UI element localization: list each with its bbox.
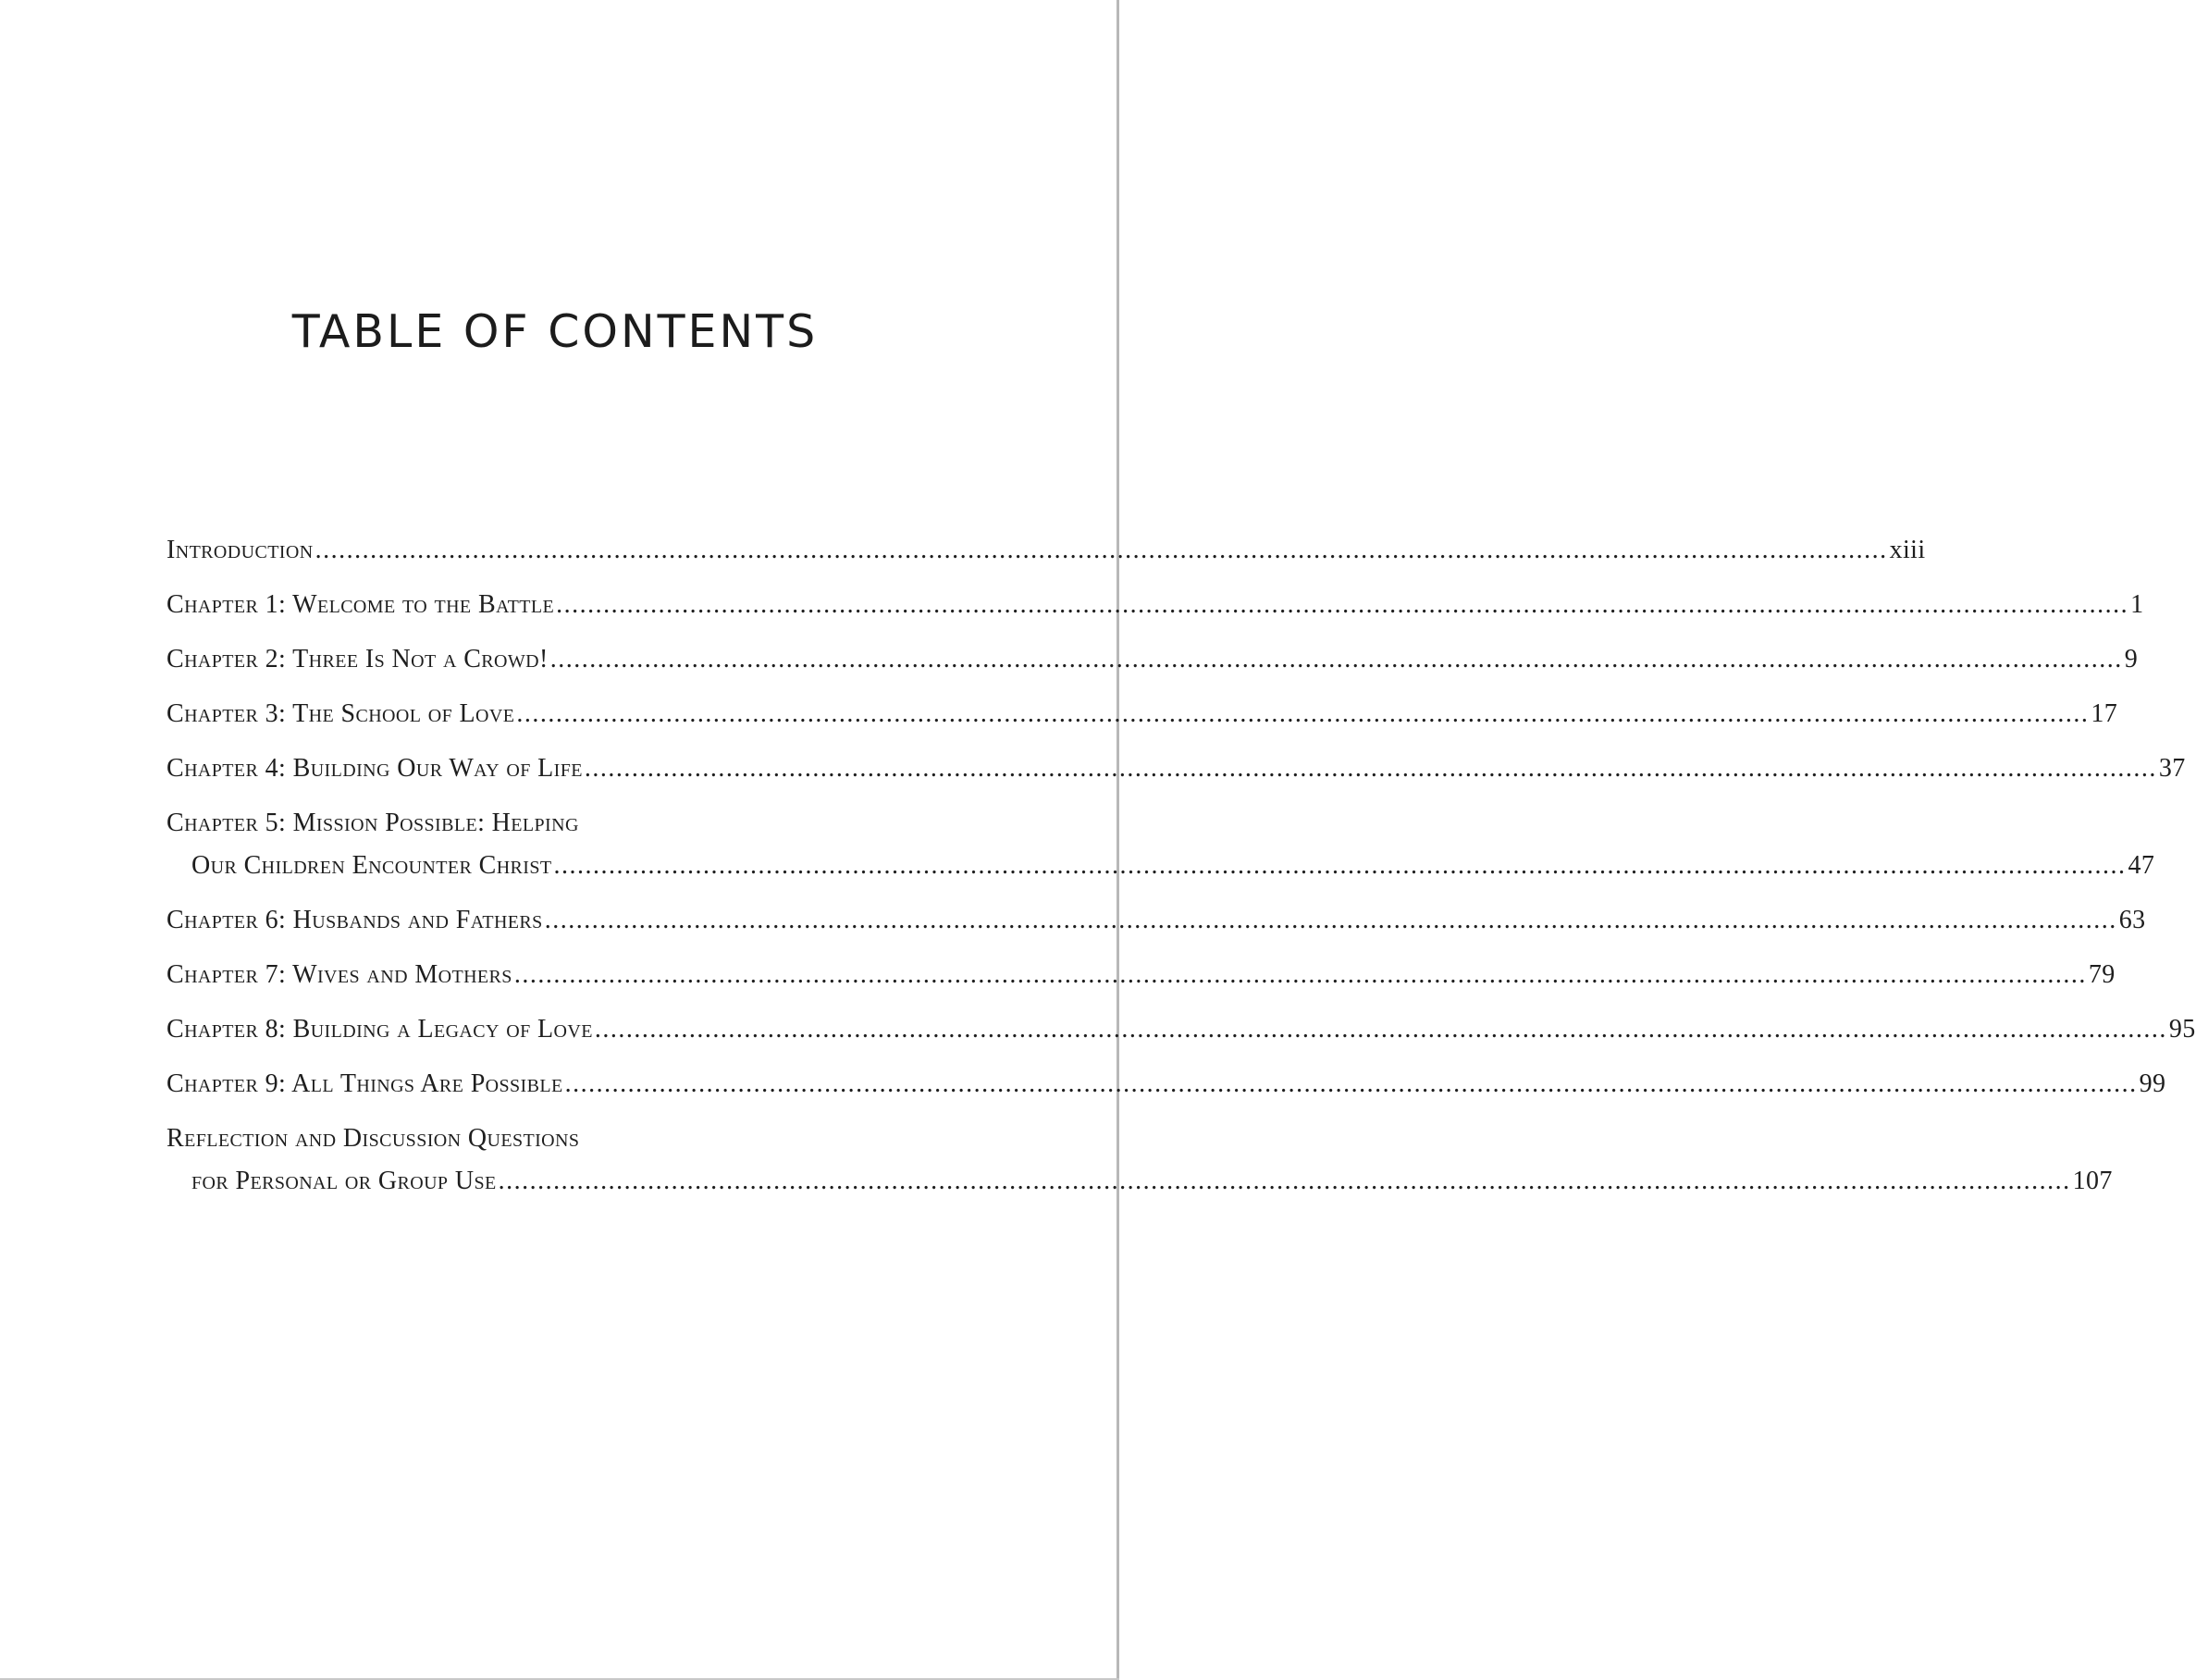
toc-entry-chapter-5[interactable]: [167, 802, 2155, 887]
toc-list: [167, 529, 2196, 1215]
toc-entry-title: Chapter 3: The School of Love: [167, 699, 515, 728]
dot-leader: ........................................................................................................................................................................................................: [564, 1069, 2138, 1098]
toc-entry-title: Introduction: [167, 536, 314, 564]
toc-page-number: xiii: [1889, 536, 1926, 564]
toc-entry-chapter-6[interactable]: [167, 899, 2146, 942]
dot-leader: ........................................................................................................................................................................................................: [556, 590, 2129, 619]
toc-page-number: 9: [2124, 645, 2139, 673]
toc-entry-chapter-2[interactable]: [167, 638, 2139, 681]
dot-leader: ........................................................................................................................................................................................................: [584, 754, 2157, 783]
toc-entry-introduction[interactable]: [167, 529, 1926, 572]
toc-page-number: 47: [2128, 851, 2155, 880]
dot-leader: ........................................................................................................................................................................................................: [544, 906, 2117, 934]
toc-entry-title: Chapter 5: Mission Possible: Helping: [167, 809, 579, 837]
toc-page-number: 37: [2158, 754, 2186, 783]
toc-entry-title-continued: Our Children Encounter Christ: [191, 851, 552, 880]
toc-entry-title: Chapter 6: Husbands and Fathers: [167, 906, 543, 934]
toc-entry-chapter-4[interactable]: [167, 747, 2186, 790]
toc-entry-title: Chapter 9: All Things Are Possible: [167, 1069, 563, 1098]
toc-entry-chapter-3[interactable]: [167, 693, 2118, 735]
toc-page-number: 95: [2168, 1015, 2196, 1044]
dot-leader: ........................................................................................................................................................................................................: [516, 699, 2090, 728]
dot-leader: ........................................................................................................................................................................................................: [315, 536, 1888, 564]
dot-leader: ........................................................................................................................................................................................................: [553, 851, 2127, 880]
toc-entry-title: Chapter 8: Building a Legacy of Love: [167, 1015, 593, 1044]
dot-leader: ........................................................................................................................................................................................................: [498, 1167, 2071, 1195]
dot-leader: ........................................................................................................................................................................................................: [549, 645, 2123, 673]
toc-entry-reflection-questions[interactable]: [167, 1118, 2113, 1203]
toc-entry-title: Chapter 1: Welcome to the Battle: [167, 590, 555, 619]
page-edge: [1117, 0, 1119, 1680]
toc-page-number: 79: [2088, 960, 2116, 989]
dot-leader: ........................................................................................................................................................................................................: [513, 960, 2087, 989]
toc-entry-title: Chapter 2: Three Is Not a Crowd!: [167, 645, 549, 673]
toc-entry-title-continued: for Personal or Group Use: [191, 1167, 497, 1195]
toc-page-number: 107: [2072, 1167, 2113, 1195]
toc-page-number: 17: [2091, 699, 2118, 728]
page-title: TABLE OF CONTENTS: [291, 305, 819, 358]
toc-entry-chapter-9[interactable]: [167, 1063, 2166, 1106]
toc-entry-title: Chapter 7: Wives and Mothers: [167, 960, 512, 989]
toc-page-number: 99: [2139, 1069, 2166, 1098]
toc-entry-title: Reflection and Discussion Questions: [167, 1124, 580, 1153]
toc-page-number: 1: [2130, 590, 2144, 619]
dot-leader: ........................................................................................................................................................................................................: [594, 1015, 2167, 1044]
toc-entry-chapter-1[interactable]: [167, 584, 2144, 626]
toc-page-number: 63: [2118, 906, 2146, 934]
toc-entry-title: Chapter 4: Building Our Way of Life: [167, 754, 583, 783]
toc-entry-chapter-7[interactable]: [167, 954, 2116, 996]
toc-entry-chapter-8[interactable]: [167, 1008, 2196, 1051]
